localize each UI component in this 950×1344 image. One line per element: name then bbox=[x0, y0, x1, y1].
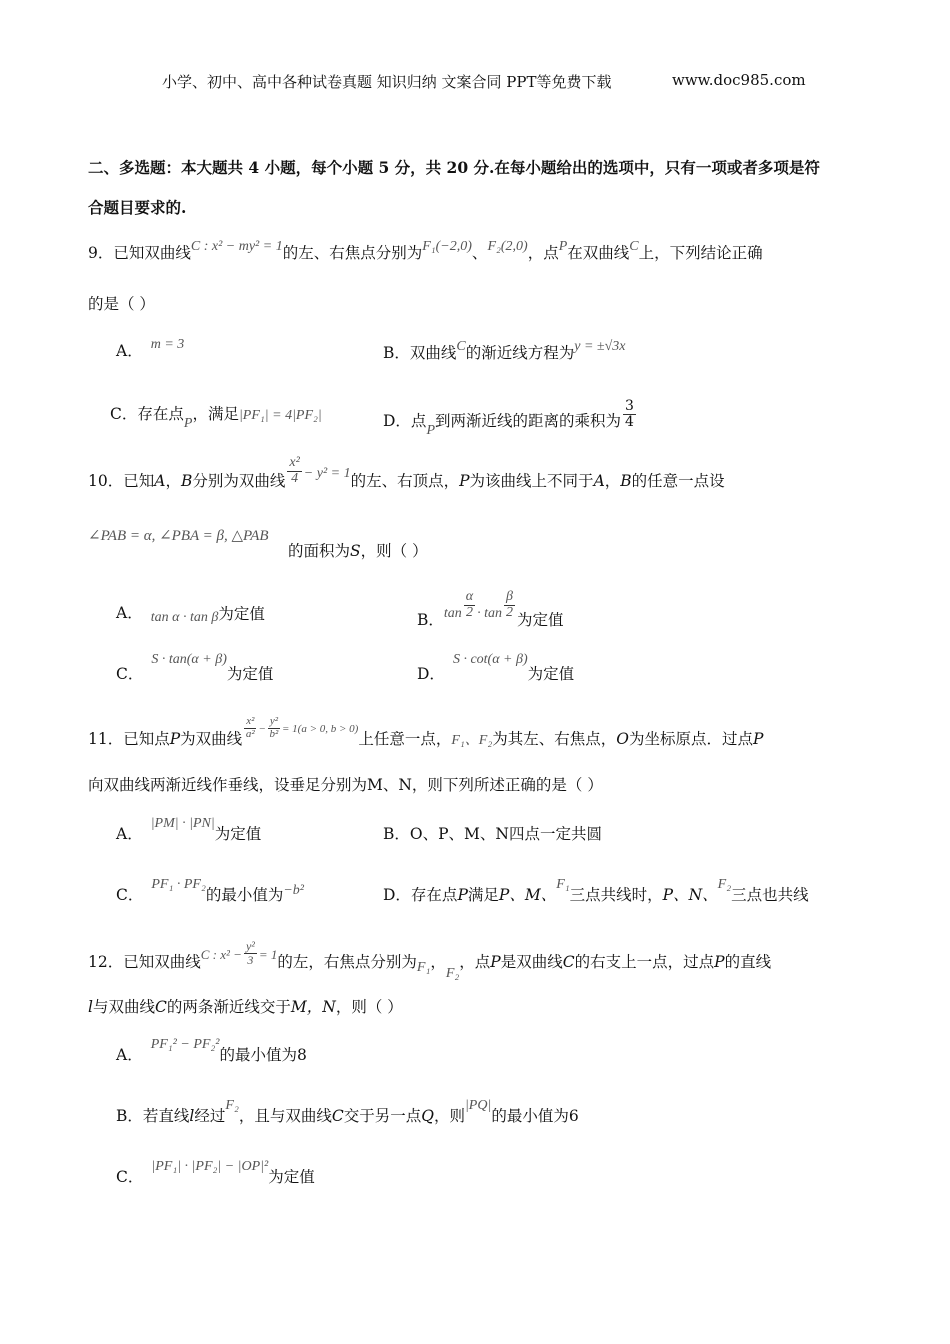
option-label: C．存在点 bbox=[110, 405, 184, 423]
text: 9．已知双曲线 bbox=[88, 244, 191, 262]
math: P bbox=[183, 416, 193, 431]
text: 为定值 bbox=[218, 605, 265, 623]
math: · tan bbox=[477, 606, 503, 622]
denominator: 3 bbox=[247, 952, 254, 967]
denominator: 2 bbox=[465, 604, 473, 620]
option-label: B．双曲线 bbox=[383, 344, 457, 362]
text: 经过 bbox=[194, 1107, 226, 1125]
option-label: D． bbox=[417, 665, 445, 683]
math: = 1(a > 0, b > 0) bbox=[282, 723, 359, 736]
numerator: β bbox=[506, 589, 514, 604]
math-p: P bbox=[490, 953, 501, 972]
math-hyperbola-equation: C : x² − my² = 1 bbox=[190, 239, 283, 254]
numerator: y² bbox=[269, 715, 278, 727]
text: 的面积为 bbox=[288, 542, 351, 560]
text: 分别为双曲线 bbox=[192, 472, 286, 491]
header-banner bbox=[162, 71, 612, 92]
math-point-p: P bbox=[558, 239, 568, 254]
text: 为坐标原点．过点 bbox=[628, 730, 753, 749]
math: PF₁² − PF₂² bbox=[150, 1037, 220, 1052]
text: 10．已知 bbox=[88, 472, 155, 491]
fraction-alpha-over-2 bbox=[464, 590, 475, 620]
text: 在双曲线 bbox=[567, 244, 630, 262]
math-s: S bbox=[350, 542, 361, 560]
math: m = 3 bbox=[150, 337, 185, 352]
math: tan α · tan β bbox=[150, 610, 219, 625]
text: 满足 bbox=[467, 886, 499, 904]
math: P bbox=[426, 423, 435, 439]
option-label: C． bbox=[116, 1168, 144, 1186]
math-o: O bbox=[616, 730, 629, 749]
option-label: A． bbox=[116, 825, 143, 843]
math: C bbox=[456, 339, 466, 354]
math-p: P bbox=[457, 886, 468, 904]
math-c: C bbox=[562, 953, 575, 972]
text: ，满足 bbox=[192, 405, 239, 423]
q10-option-b[interactable] bbox=[417, 589, 564, 630]
text: 的渐近线方程为 bbox=[465, 344, 575, 362]
text: ， bbox=[604, 472, 621, 491]
option-label: A． bbox=[116, 1046, 143, 1064]
q12-option-a[interactable] bbox=[116, 1036, 307, 1064]
math-pm: P、M、 bbox=[498, 886, 557, 904]
text: 三点也共线 bbox=[731, 886, 809, 904]
math-curve-c: C bbox=[629, 239, 639, 254]
text: 的左、右焦点分别为 bbox=[282, 244, 423, 262]
q10-stem bbox=[88, 455, 725, 491]
text: 为其左、右焦点， bbox=[492, 730, 617, 749]
text: 三点共线时， bbox=[569, 886, 663, 904]
math-a: A bbox=[154, 472, 166, 491]
q9-option-c[interactable] bbox=[110, 405, 322, 431]
text: ，点 bbox=[459, 953, 491, 972]
denominator: b² bbox=[269, 727, 279, 740]
q9-option-b[interactable] bbox=[383, 339, 626, 362]
numerator: x² bbox=[246, 715, 255, 727]
option-label: C． bbox=[116, 665, 144, 683]
text: 的两条渐近线交于 bbox=[166, 998, 291, 1016]
math: S · tan(α + β) bbox=[151, 652, 227, 667]
q12-option-c[interactable] bbox=[116, 1158, 315, 1186]
text: 为该曲线上不同于 bbox=[469, 472, 594, 491]
text: 12．已知双曲线 bbox=[88, 953, 201, 972]
q11-option-a[interactable] bbox=[116, 815, 262, 843]
text: 交于另一点 bbox=[343, 1107, 422, 1125]
math-f2: F₂ bbox=[225, 1098, 239, 1113]
text: 为定值 bbox=[214, 825, 262, 843]
q9-option-d[interactable] bbox=[383, 398, 638, 439]
text: 是双曲线 bbox=[500, 953, 563, 972]
math-mn: M，N bbox=[290, 998, 336, 1016]
math-angles: ∠PAB = α, ∠PBA = β, △PAB bbox=[88, 528, 269, 544]
q12-stem bbox=[88, 939, 772, 982]
q11-option-d[interactable] bbox=[383, 876, 809, 904]
denominator: 2 bbox=[506, 604, 514, 620]
q10-stem-line2 bbox=[88, 528, 269, 544]
math-p: P bbox=[459, 472, 470, 491]
numerator: 3 bbox=[625, 398, 634, 414]
option-label: B． bbox=[417, 611, 444, 630]
text: 与双曲线 bbox=[92, 998, 155, 1016]
text: ，则（ ） bbox=[335, 998, 403, 1016]
text: 到两渐近线的距离的乘积为 bbox=[435, 412, 622, 431]
text: 的最小值为8 bbox=[219, 1046, 307, 1064]
fraction-y2-over-3 bbox=[244, 940, 257, 966]
math-l: l bbox=[88, 998, 93, 1016]
text: B．若直线 bbox=[116, 1107, 190, 1125]
math: = 1 bbox=[258, 947, 278, 963]
text: 的右支上一点，过点 bbox=[574, 953, 715, 972]
section-heading-line2: 合题目要求的. bbox=[88, 198, 187, 217]
math-focus-f2: F₂(2,0) bbox=[487, 239, 528, 254]
numerator: α bbox=[465, 589, 474, 604]
math: S · cot(α + β) bbox=[452, 652, 528, 667]
text: 的左，右焦点分别为 bbox=[277, 953, 417, 972]
math-l: l bbox=[189, 1107, 195, 1125]
q11-stem-line2: 向双曲线两渐近线作垂线，设垂足分别为M、N，则下列所述正确的是（ ） bbox=[88, 776, 603, 794]
text: 11．已知点 bbox=[88, 730, 170, 749]
math: PF₁ · PF₂ bbox=[151, 877, 206, 892]
numerator: y² bbox=[245, 939, 255, 953]
text: 为定值 bbox=[268, 1168, 315, 1186]
fraction-x2-over-4 bbox=[287, 456, 301, 486]
denominator: 4 bbox=[625, 413, 634, 430]
numerator: x² bbox=[289, 455, 300, 470]
q10-option-c[interactable] bbox=[116, 651, 274, 683]
math: − bbox=[258, 723, 266, 736]
math-pn: P、N、 bbox=[662, 886, 718, 904]
math-q: Q bbox=[421, 1107, 434, 1125]
fraction-three-quarters bbox=[623, 399, 636, 429]
text: ，则 bbox=[433, 1107, 465, 1125]
text: 的任意一点设 bbox=[631, 472, 725, 491]
math-p: P bbox=[169, 730, 181, 749]
text: 为定值 bbox=[517, 611, 564, 630]
denominator: 4 bbox=[291, 470, 299, 486]
math: y = ±√3x bbox=[574, 339, 626, 354]
math: C : x² − bbox=[200, 947, 242, 963]
math-b: B bbox=[620, 472, 632, 491]
q9-stem bbox=[88, 239, 763, 262]
math: −b² bbox=[283, 883, 304, 898]
text: 的直线 bbox=[724, 953, 772, 972]
math-f2: F₂ bbox=[717, 877, 732, 892]
math-a: A bbox=[593, 472, 605, 491]
q12-option-b[interactable] bbox=[116, 1097, 579, 1125]
section-heading-line1: 二、多选题：本大题共 4 小题，每个小题 5 分，共 20 分.在每小题给出的选项中，只有一项或者多项是符 bbox=[88, 158, 820, 177]
text: 的最小值为 bbox=[205, 886, 284, 904]
math-p: P bbox=[714, 953, 725, 972]
math: |PM| · |PN| bbox=[150, 816, 215, 831]
math: |PF₁| = 4|PF₂| bbox=[238, 408, 322, 423]
q11-option-b[interactable]: B．O、P、M、N四点一定共圆 bbox=[383, 825, 602, 843]
text: D．存在点 bbox=[383, 886, 458, 904]
text: ，则（ ） bbox=[360, 542, 428, 560]
math: |PQ| bbox=[464, 1098, 492, 1113]
header-text: 小学、初中、高中各种试卷真题 知识归纳 文案合同 PPT等免费下载 bbox=[162, 73, 612, 91]
math-c: C bbox=[154, 998, 167, 1016]
fraction-y2-over-b2 bbox=[268, 716, 280, 740]
math-focus-f1: F₁(−2,0) bbox=[422, 239, 472, 254]
fraction-beta-over-2 bbox=[504, 590, 515, 620]
text: ， bbox=[430, 953, 446, 972]
header-url-text: www.doc985.com bbox=[672, 71, 806, 89]
option-label: D．点 bbox=[383, 412, 427, 431]
q10-stem-line2b bbox=[288, 544, 428, 560]
text: 为定值 bbox=[527, 665, 575, 683]
math-f2: F₂ bbox=[445, 966, 460, 982]
q9-option-a[interactable] bbox=[116, 337, 185, 360]
math: tan bbox=[443, 606, 462, 622]
q11-stem bbox=[88, 715, 764, 749]
text: 为双曲线 bbox=[180, 730, 243, 749]
q10-option-a[interactable] bbox=[116, 604, 265, 625]
math: − y² = 1 bbox=[303, 466, 351, 482]
option-label: A． bbox=[116, 604, 143, 622]
q9-stem-line2: 的是（ ） bbox=[88, 295, 155, 313]
math-foci: F₁、F₂ bbox=[451, 733, 493, 749]
math-p: P bbox=[752, 730, 764, 749]
text: 上，下列结论正确 bbox=[638, 244, 763, 262]
text: ， bbox=[165, 472, 181, 491]
text: 为定值 bbox=[226, 665, 274, 683]
text: 上任意一点， bbox=[358, 730, 452, 749]
option-label: C． bbox=[116, 886, 144, 904]
q11-option-c[interactable] bbox=[116, 876, 304, 904]
denominator: a² bbox=[245, 727, 255, 740]
math-f1: F₁ bbox=[416, 960, 431, 976]
option-label: A． bbox=[116, 342, 143, 360]
math-c: C bbox=[331, 1107, 344, 1125]
text: 、 bbox=[471, 244, 488, 262]
text: ，点 bbox=[527, 244, 559, 262]
q12-stem-line2 bbox=[88, 1000, 403, 1016]
text: ，且与双曲线 bbox=[238, 1107, 332, 1125]
math: |PF₁| · |PF₂| − |OP|² bbox=[151, 1159, 269, 1174]
text: 的最小值为6 bbox=[491, 1107, 579, 1125]
q10-option-d[interactable] bbox=[417, 651, 575, 683]
math-f1: F₁ bbox=[556, 877, 570, 892]
math-b: B bbox=[180, 472, 193, 491]
text: 的左、右顶点， bbox=[350, 472, 460, 491]
fraction-x2-over-a2 bbox=[244, 716, 256, 740]
header-url[interactable] bbox=[672, 71, 806, 89]
